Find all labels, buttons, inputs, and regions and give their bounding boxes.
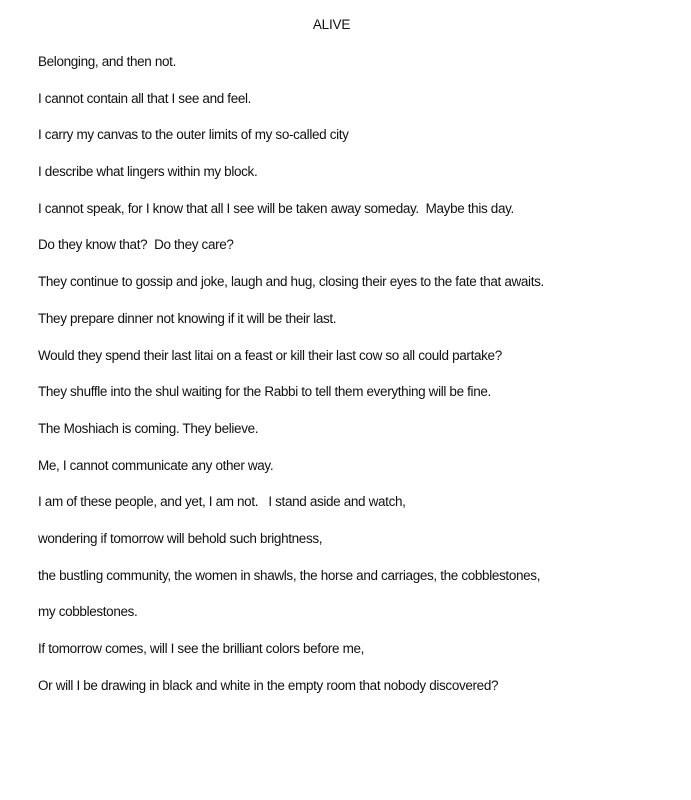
poem-line: Me, I cannot communicate any other way. bbox=[38, 457, 274, 473]
poem-line: Belonging, and then not. bbox=[38, 54, 176, 69]
poem-line: Or will I be drawing in black and white in the empty room that nobody discovered? bbox=[38, 677, 499, 693]
poem-line: I cannot speak, for I know that all I see will be taken away someday. Maybe this day. bbox=[38, 200, 514, 216]
poem-line: They prepare dinner not knowing if it will be their last. bbox=[38, 310, 337, 326]
poem-line: wondering if tomorrow will behold such brightness, bbox=[38, 530, 323, 546]
poem-line: Do they know that? Do they care? bbox=[38, 237, 234, 253]
poem-line: They shuffle into the shul waiting for the Rabbi to tell them everything will be fine. bbox=[38, 384, 491, 400]
poem-line: I am of these people, and yet, I am not. I stand aside and watch, bbox=[38, 494, 406, 510]
poem-body bbox=[38, 53, 544, 713]
poem-line: Would they spend their last litai on a feast or kill their last cow so all could partake? bbox=[38, 347, 502, 363]
poem-line: If tomorrow comes, will I see the brilliant colors before me, bbox=[38, 641, 365, 656]
poem-title: ALIVE bbox=[312, 17, 351, 32]
poem-line: I describe what lingers within my block. bbox=[38, 164, 258, 180]
poem-line: I cannot contain all that I see and feel. bbox=[38, 90, 252, 106]
poem-line: the bustling community, the women in shawls, the horse and carriages, the cobblestones, bbox=[38, 567, 541, 583]
poem-line: my cobblestones. bbox=[38, 604, 138, 620]
poem-line: The Moshiach is coming. They believe. bbox=[38, 420, 259, 436]
poem-line: They continue to gossip and joke, laugh and hug, closing their eyes to the fate that awaits. bbox=[38, 274, 544, 290]
poem-line: I carry my canvas to the outer limits of my so-called city bbox=[38, 127, 349, 143]
